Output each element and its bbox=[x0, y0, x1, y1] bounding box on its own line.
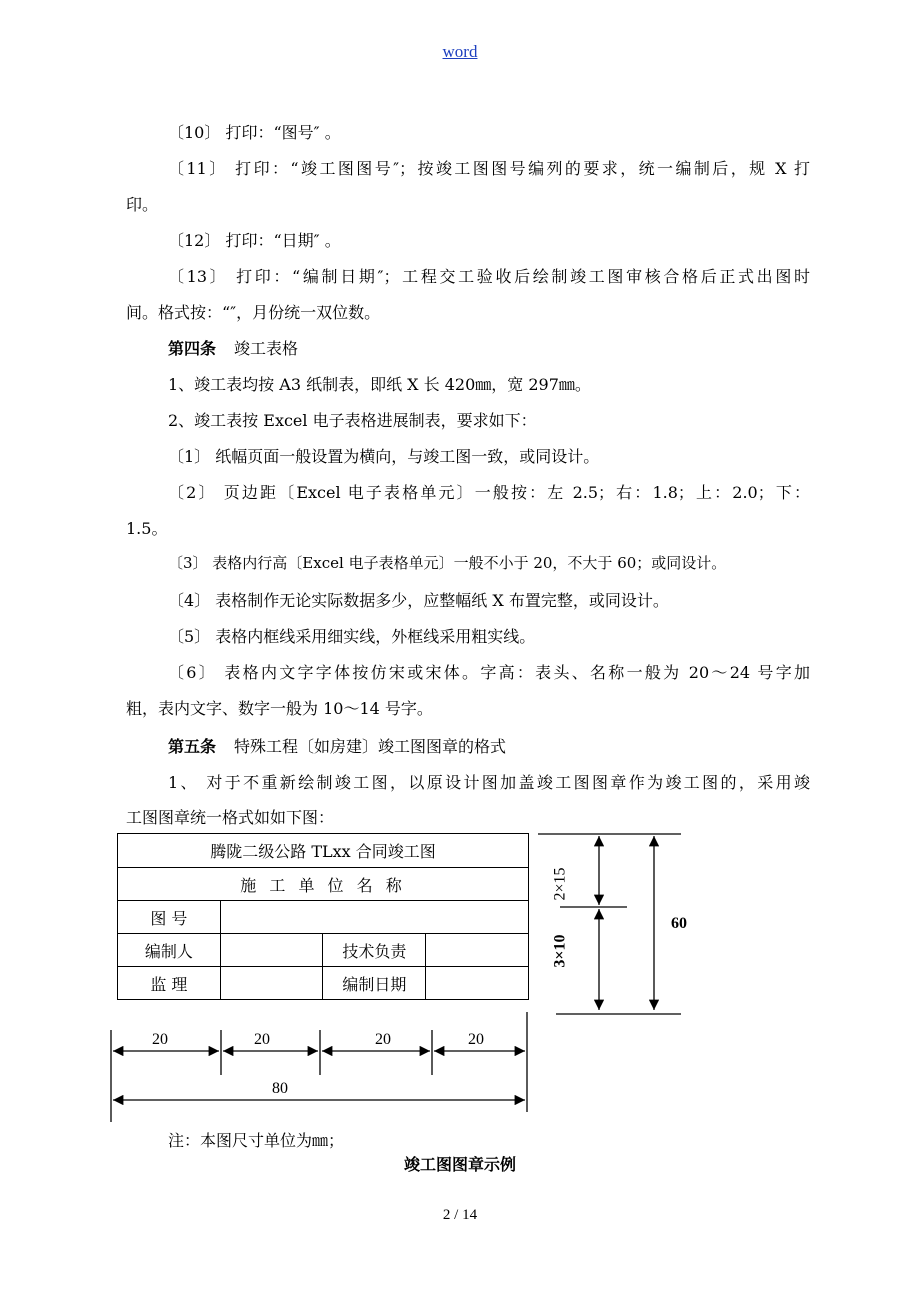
figure-caption: 竣工图图章示例 bbox=[403, 1155, 516, 1174]
s4-item-2: 2、竣工表按 Excel 电子表格进展制表，要求如下： bbox=[168, 411, 537, 430]
dim-label-col4: 20 bbox=[468, 1031, 484, 1048]
s4-item-2-1: 〔1〕 纸幅页面一般设置为横向，与竣工图一致，或同设计。 bbox=[168, 447, 600, 466]
stamp-supervisor-label: 监 理 bbox=[118, 967, 221, 1000]
s4-item-2-6-line2: 粗，表内文字、数字一般为 10～14 号字。 bbox=[126, 699, 433, 718]
dim-label-total-height: 60 bbox=[671, 915, 687, 932]
dim-label-bottom-rows: 3×10 bbox=[551, 934, 569, 968]
item-12: 〔12〕 打印：“日期″ 。 bbox=[168, 231, 341, 250]
stamp-drawing-no-label: 图 号 bbox=[118, 901, 221, 934]
stamp-compile-date-label: 编制日期 bbox=[323, 967, 426, 1000]
item-10: 〔10〕 打印：“图号″ 。 bbox=[168, 123, 341, 142]
s5-item-1-line1: 1、 对于不重新绘制竣工图，以原设计图加盖竣工图图章作为竣工图的，采用竣 bbox=[168, 773, 810, 792]
s5-item-1-line2: 工图图章统一格式如如下图： bbox=[126, 808, 335, 827]
dim-label-col3: 20 bbox=[375, 1031, 391, 1048]
dim-label-col1: 20 bbox=[152, 1031, 168, 1048]
section-4-title: 竣工表格 bbox=[234, 339, 299, 358]
s4-item-1: 1、竣工表均按 A3 纸制表，即纸 X 长 420㎜，宽 297㎜。 bbox=[168, 375, 591, 394]
item-13-line2: 间。格式按：“″，月份统一双位数。 bbox=[126, 303, 381, 322]
header-word-link[interactable]: word bbox=[442, 42, 478, 61]
item-11-line1: 〔11〕 打印：“竣工图图号″；按竣工图图号编列的要求，统一编制后，规 X 打 bbox=[168, 159, 810, 178]
section-5-title: 特殊工程〔如房建〕竣工图图章的格式 bbox=[234, 737, 507, 756]
stamp-unit-name: 施 工 单 位 名 称 bbox=[118, 868, 529, 901]
s4-item-2-3: 〔3〕 表格内行高〔Excel 电子表格单元〕一般不小于 20，不大于 60；或同设计。 bbox=[168, 554, 727, 572]
s4-item-2-6-line1: 〔6〕 表格内文字字体按仿宋或宋体。字高：表头、名称一般为 20～24 号字加 bbox=[168, 663, 810, 682]
stamp-compiler-label: 编制人 bbox=[118, 934, 221, 967]
page-number: 2 / 14 bbox=[442, 1207, 478, 1223]
section-4-label: 第四条 bbox=[168, 339, 217, 358]
dim-label-top-rows: 2×15 bbox=[551, 867, 569, 901]
figure-note: 注：本图尺寸单位为㎜； bbox=[168, 1131, 345, 1150]
s4-item-2-2-line2: 1.5。 bbox=[126, 519, 168, 538]
s4-item-2-4: 〔4〕 表格制作无论实际数据多少，应整幅纸 X 布置完整，或同设计。 bbox=[168, 591, 669, 610]
stamp-tech-lead-label: 技术负责 bbox=[323, 934, 426, 967]
dim-label-col2: 20 bbox=[254, 1031, 270, 1048]
s4-item-2-2-line1: 〔2〕 页边距〔Excel 电子表格单元〕一般按：左 2.5；右：1.8；上：2.0；下： bbox=[168, 483, 810, 502]
item-11-line2: 印。 bbox=[126, 195, 159, 214]
item-13-line1: 〔13〕 打印：“编制日期″；工程交工验收后绘制竣工图审核合格后正式出图时 bbox=[168, 267, 810, 286]
section-5-label: 第五条 bbox=[168, 737, 217, 756]
stamp-title: 腾陇二级公路 TLxx 合同竣工图 bbox=[118, 834, 529, 868]
dim-label-total-width: 80 bbox=[272, 1080, 288, 1097]
s4-item-2-5: 〔5〕 表格内框线采用细实线，外框线采用粗实线。 bbox=[168, 627, 536, 646]
